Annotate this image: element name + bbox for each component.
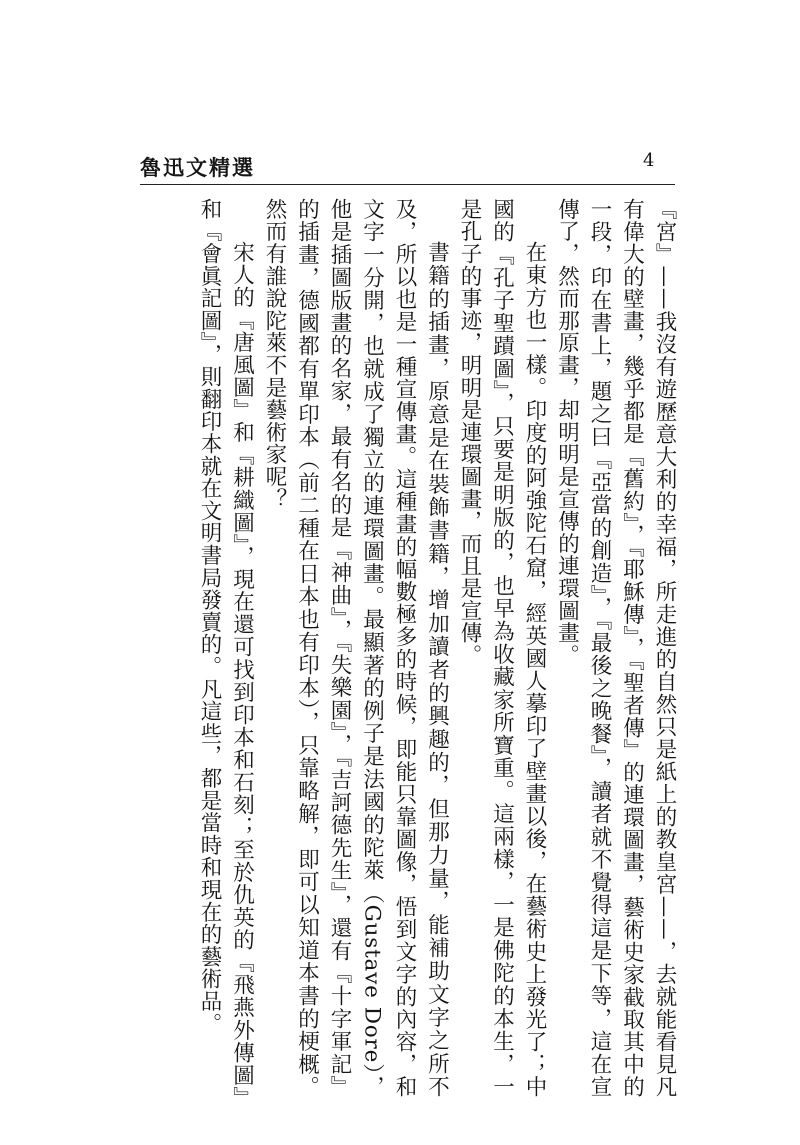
paragraph: 『宮』——我沒有遊歷意大利的幸福，所走進的自然只是紙上的教皇宮——，去就能看見凡有偉大的壁畫，幾乎都是『舊約』，『耶穌傳』，『聖者傳』的連環圖畫，藝術史家截取其中的一段，印在書上，題之曰『亞當的創造』，『最後之晚餐』，讀者就不覺得這是下等，這在宣傳了，然而那原畫，却明明是宣傳的連環圖畫。 — [554, 198, 677, 1098]
paragraph: 書籍的插畫，原意是在裝飾書籍，增加讀者的興趣的，但那力量，能補助文字之所不及，所以也是一種宣傳畫。這種畫的幅數極多的時候，即能只靠圖像，悟到文字的內容，和文字一分開，也就成了獨立的連環圖畫。最顯著的例子是法國的陀萊（Gustave Dore），他是插圖版畫的名家，最有名的是『神曲』，『失樂園』，『吉訶德先生』，還有『十字軍記』的插畫，德國都有單印本（前二種在日本也有印本），只靠略解，即可以知道本書的梗概。然而有誰說陀萊不是藝術家呢？ — [262, 198, 450, 1098]
paragraph: 宋人的『唐風圖』和『耕織圖』，現在還可找到印本和石刻；至於仇英的『飛燕外傳圖』和『會眞記圖』，則翻印本就在文明書局發賣的。凡這些，都是當時和現在的藝術品。 — [197, 198, 255, 1098]
vertical-text-body — [128, 198, 680, 1098]
header-rule — [140, 184, 675, 185]
running-head: 魯迅文精選 — [140, 155, 255, 180]
page-number: 4 — [643, 150, 655, 171]
paragraph: 在東方也一樣。印度的阿強陀石窟，經英國人摹印了壁畫以後，在藝術史上發光了；中國的『孔子聖蹟圖』，只要是明版的，也早為收藏家所寶重。這兩樣，一是佛陀的本生，一是孔子的事迹，明明是連環圖畫，而且是宣傳。 — [457, 198, 547, 1098]
